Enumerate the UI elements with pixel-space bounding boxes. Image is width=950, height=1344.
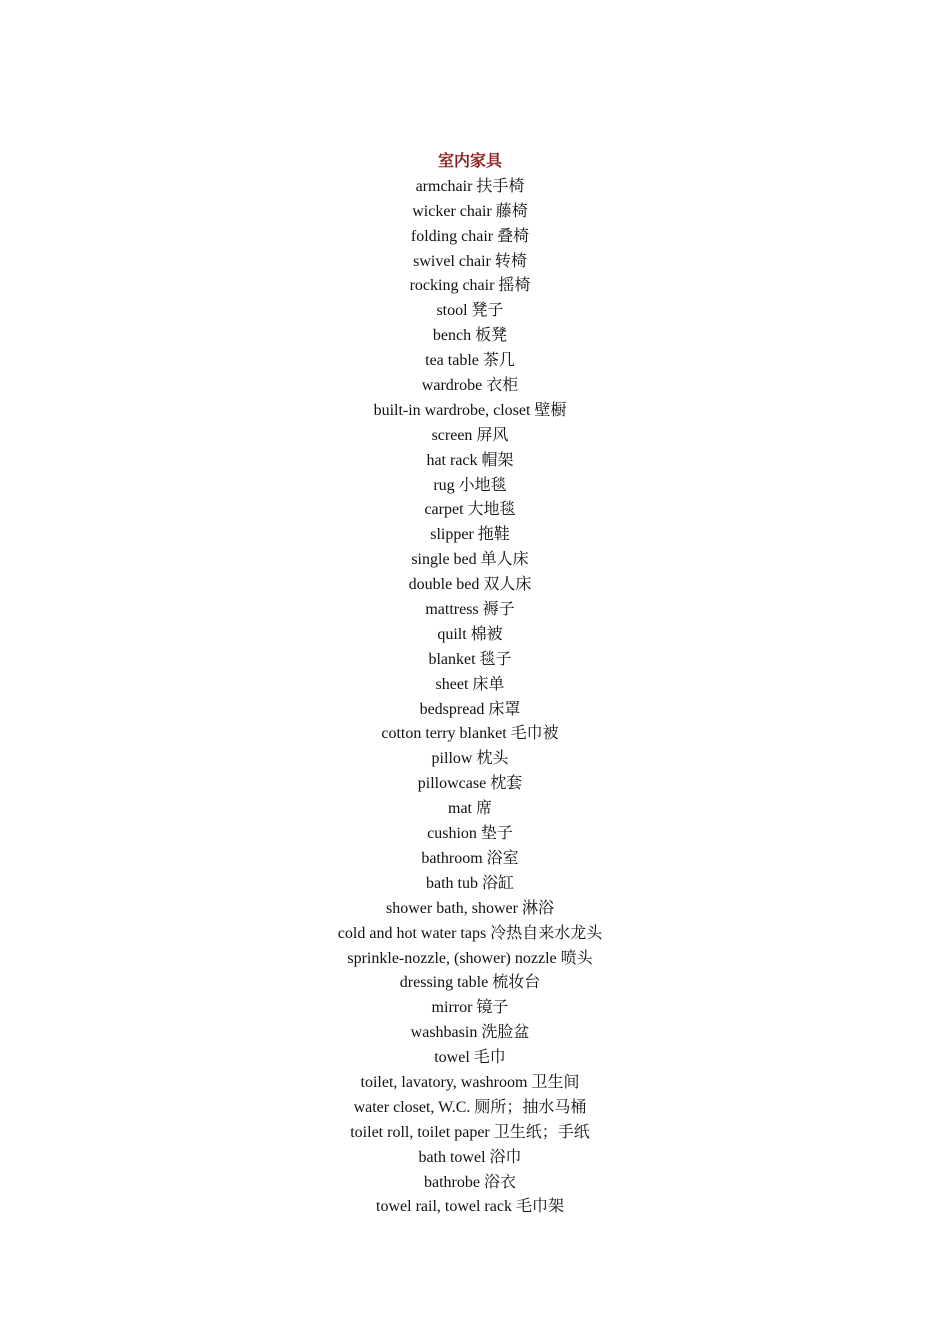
list-item: pillow 枕头 xyxy=(431,750,509,768)
list-item: bathrobe 浴衣 xyxy=(424,1173,516,1191)
list-item: swivel chair 转椅 xyxy=(413,252,527,270)
list-item: wicker chair 藤椅 xyxy=(412,202,528,220)
list-item: wardrobe 衣柜 xyxy=(421,377,519,395)
list-item: bath tub 浴缸 xyxy=(426,874,514,892)
page-title: 室内家具 xyxy=(437,153,502,170)
list-item: double bed 双人床 xyxy=(408,576,532,594)
list-item: mirror 镜子 xyxy=(431,999,509,1017)
list-item: built-in wardrobe, closet 壁橱 xyxy=(373,401,567,419)
list-item: quilt 棉被 xyxy=(437,625,503,643)
list-item: bedspread 床罩 xyxy=(419,700,521,718)
list-item: bath towel 浴巾 xyxy=(418,1148,522,1166)
list-item: towel rail, towel rack 毛巾架 xyxy=(376,1198,564,1216)
list-item: single bed 单人床 xyxy=(411,551,529,569)
list-item: water closet, W.C. 厕所；抽水马桶 xyxy=(353,1098,587,1116)
entry-list xyxy=(0,175,940,1220)
list-item: folding chair 叠椅 xyxy=(410,227,530,245)
list-item: screen 屏风 xyxy=(431,426,509,444)
list-item: tea table 茶几 xyxy=(425,352,515,370)
list-item: sheet 床单 xyxy=(435,675,505,693)
list-item: carpet 大地毯 xyxy=(424,501,516,519)
list-item: cushion 垫子 xyxy=(427,825,513,843)
list-item: cotton terry blanket 毛巾被 xyxy=(381,725,559,743)
list-item: bench 板凳 xyxy=(432,327,508,345)
list-item: shower bath, shower 淋浴 xyxy=(386,899,554,917)
list-item: sprinkle-nozzle, (shower) nozzle 喷头 xyxy=(347,949,593,967)
list-item: armchair 扶手椅 xyxy=(415,177,525,195)
list-item: blanket 毯子 xyxy=(428,650,512,668)
list-item: stool 凳子 xyxy=(436,302,504,320)
list-item: toilet roll, toilet paper 卫生纸；手纸 xyxy=(350,1123,590,1141)
list-item: pillowcase 枕套 xyxy=(417,775,523,793)
vocabulary-list xyxy=(0,150,940,1220)
list-item: cold and hot water taps 冷热自来水龙头 xyxy=(337,924,603,942)
list-item: mat 席 xyxy=(448,800,492,818)
list-item: toilet, lavatory, washroom 卫生间 xyxy=(360,1073,580,1091)
list-item: dressing table 梳妆台 xyxy=(399,974,541,992)
list-item: washbasin 洗脸盆 xyxy=(410,1024,530,1042)
list-item: mattress 褥子 xyxy=(425,601,515,619)
list-item: hat rack 帽架 xyxy=(426,451,514,469)
list-item: towel 毛巾 xyxy=(434,1049,506,1067)
list-item: slipper 拖鞋 xyxy=(430,526,510,544)
list-item: rocking chair 摇椅 xyxy=(409,277,531,295)
list-item: bathroom 浴室 xyxy=(421,849,519,867)
list-item: rug 小地毯 xyxy=(433,476,507,494)
